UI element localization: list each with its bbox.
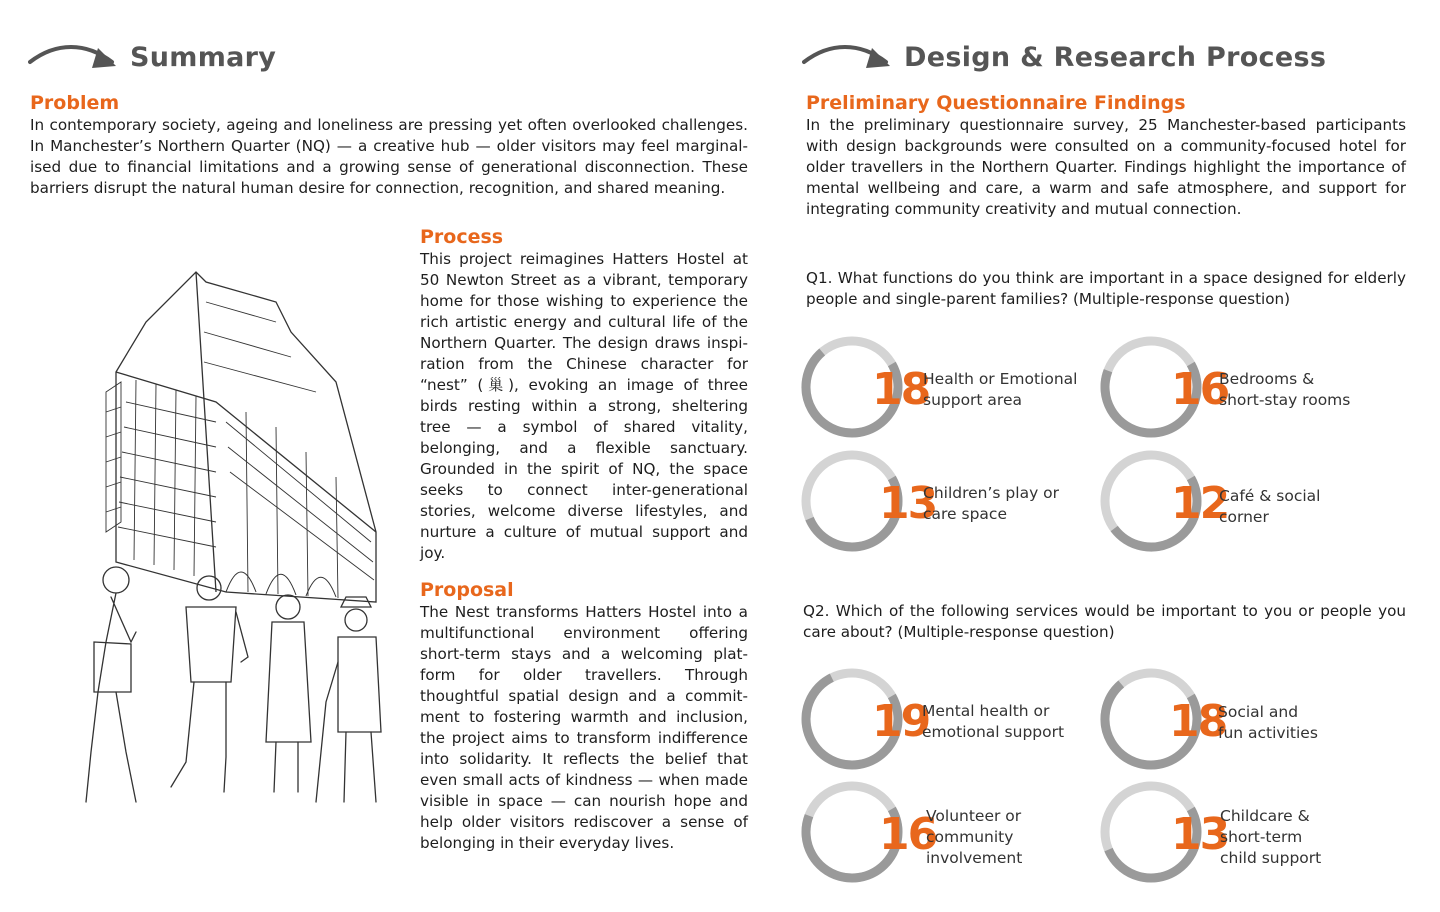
- problem-heading: Problem: [30, 92, 120, 114]
- stat-number: 16: [1171, 364, 1229, 415]
- stat-label: Café & social corner: [1219, 487, 1321, 526]
- q2-stat-3: [800, 780, 1100, 884]
- stat-label: Mental health or emotional support: [922, 702, 1065, 741]
- stat-number: 19: [872, 696, 930, 747]
- findings-text: In the preliminary questionnaire survey, 25 Manchester-based participants with design backgrounds were consulted on a community-focused hotel for older travellers in the Northern Quarter. Findings highlight the importance of mental wellbeing and care, a warm and safe atmosphere, and support for integrating community creativity and mutual connection.: [806, 116, 1406, 218]
- stat-number: 13: [1171, 809, 1229, 860]
- findings-heading: Preliminary Questionnaire Findings: [806, 92, 1186, 114]
- stat-label: Bedrooms & short-stay rooms: [1219, 370, 1351, 409]
- stat-label: Health or Emotional support area: [923, 370, 1078, 409]
- q2-stat-1: [800, 667, 1100, 771]
- building-sketch-illustration: [76, 262, 396, 817]
- stat-number: 13: [879, 478, 937, 529]
- q1-question: Q1. What functions do you think are important in a space designed for elderly people and single-parent families? (Multiple-response question): [806, 269, 1406, 308]
- q2-question: Q2. Which of the following services would be important to you or people you care about? (Multiple-response question): [803, 602, 1406, 641]
- stat-label: Children’s play or care space: [923, 484, 1060, 523]
- process-text: This project reimagines Hatters Hostel at 50 Newton Street as a vibrant, temporary home for those wishing to experience the rich artistic energy and cultural life of the Northern Quarter. The design draws inspi-ration from the Chinese character for “nest” (巢), evoking an image of three birds resting within a strong, sheltering tree — a symbol of shared vitality, belonging, and a flexible sanctuary. Grounded in the spirit of NQ, the space seeks to connect inter-generational stories, welcome diverse lifestyles, and nurture a culture of mutual support and joy.: [420, 250, 748, 562]
- curved-arrow-icon: [802, 40, 897, 74]
- stat-number: 12: [1171, 478, 1229, 529]
- research-title: Design & Research Process: [904, 42, 1327, 73]
- stat-number: 18: [1169, 696, 1227, 747]
- curved-arrow-icon: [28, 40, 123, 74]
- q1-stat-2: [1099, 335, 1399, 439]
- summary-title: Summary: [130, 42, 277, 73]
- q2-stat-2: [1099, 667, 1399, 771]
- stat-label: Volunteer or community involvement: [926, 807, 1023, 867]
- stat-label: Childcare & short-term child support: [1220, 807, 1322, 867]
- stat-label: Social and fun activities: [1218, 703, 1318, 742]
- proposal-heading: Proposal: [420, 579, 514, 601]
- q1-stat-3: [800, 449, 1100, 553]
- q2-stat-4: [1099, 780, 1399, 884]
- q1-stat-4: [1099, 449, 1399, 553]
- proposal-text: The Nest transforms Hatters Hostel into a multifunctional environment offering short-term stays and a welcoming plat-form for older travellers. Through thoughtful spatial design and a commit-ment to fostering warmth and inclusion, the project aims to transform indifference into solidarity. It reflects the belief that even small acts of kindness — when made visible in space — can nourish hope and help older visitors rediscover a sense of belonging in their everyday lives.: [420, 603, 748, 852]
- process-heading: Process: [420, 226, 504, 248]
- problem-text: In contemporary society, ageing and loneliness are pressing yet often overlooked challenges. In Manchester’s Northern Quarter (NQ) — a creative hub — older visitors may feel marginal-ised due to financial limitations and a growing sense of generational disconnection. These barriers disrupt the natural human desire for connection, recognition, and shared meaning.: [30, 116, 748, 197]
- q1-stat-1: [800, 335, 1100, 439]
- stat-number: 18: [872, 364, 930, 415]
- stat-number: 16: [879, 809, 937, 860]
